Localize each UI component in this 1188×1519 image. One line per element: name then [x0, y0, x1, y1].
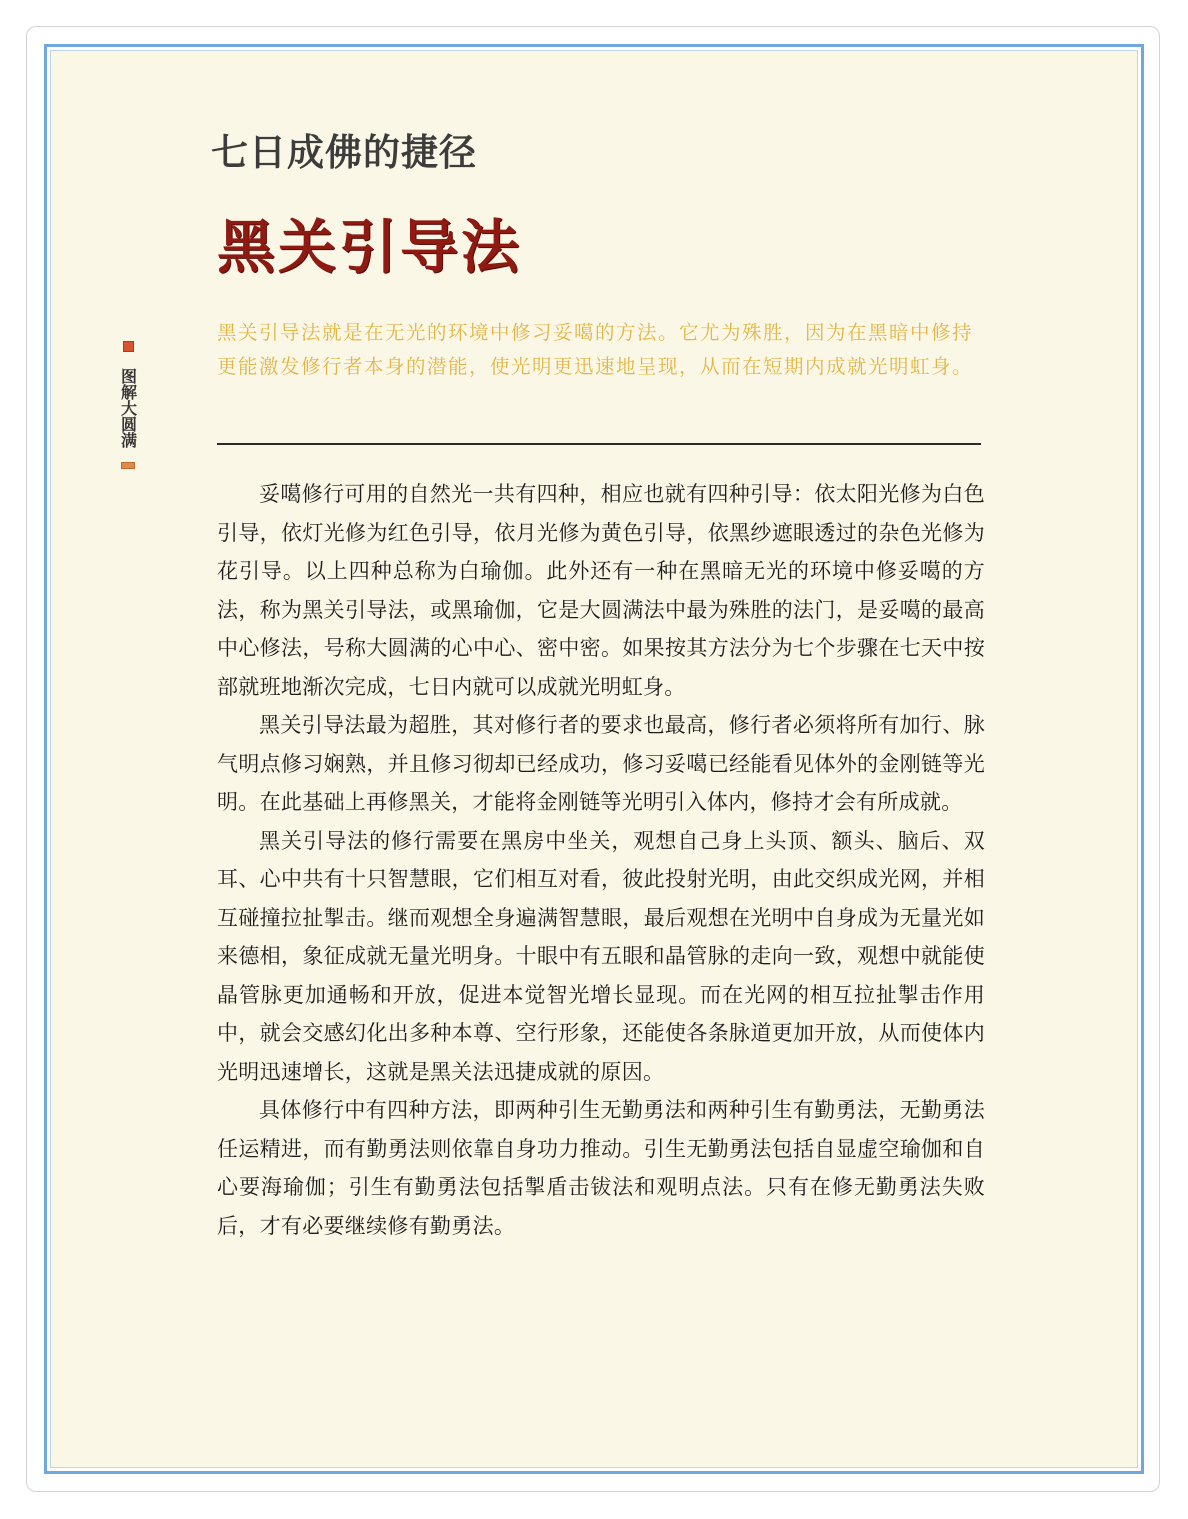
series-title: 七日成佛的捷径 [211, 131, 477, 174]
intro-summary: 黑关引导法就是在无光的环境中修习妥噶的方法。它尤为殊胜，因为在黑暗中修持更能激发修行者本身的潜能，使光明更迅速地呈现，从而在短期内成就光明虹身。 [217, 321, 974, 378]
body-text [217, 475, 985, 1245]
body-paragraph: 黑关引导法最为超胜，其对修行者的要求也最高，修行者必须将所有加行、脉气明点修习娴熟，并且修习彻却已经成功，修习妥噶已经能看见体外的金刚链等光明。在此基础上再修黑关，才能将金刚链等光明引入体内，修持才会有所成就。 [217, 713, 985, 814]
side-tab-label: 图解大圆满 [118, 368, 138, 448]
tab-marker-icon [123, 341, 134, 352]
body-paragraph: 妥噶修行可用的自然光一共有四种，相应也就有四种引导：依太阳光修为白色引导，依灯光修为红色引导，依月光修为黄色引导，依黑纱遮眼透过的杂色光修为花引导。以上四种总称为白瑜伽。此外还有一种在黑暗无光的环境中修妥噶的方法，称为黑关引导法，或黑瑜伽，它是大圆满法中最为殊胜的法门，是妥噶的最高中心修法，号称大圆满的心中心、密中密。如果按其方法分为七个步骤在七天中按部就班地渐次完成，七日内就可以成就光明虹身。 [217, 482, 985, 699]
body-paragraph: 具体修行中有四种方法，即两种引生无勤勇法和两种引生有勤勇法，无勤勇法任运精进，而有勤勇法则依靠自身功力推动。引生无勤勇法包括自显虚空瑜伽和自心要海瑜伽；引生有勤勇法包括掣盾击钹法和观明点法。只有在修无勤勇法失败后，才有必要继续修有勤勇法。 [217, 1098, 985, 1238]
chapter-title: 黑关引导法 [217, 213, 523, 281]
book-page [51, 51, 1137, 1467]
tab-marker-icon [121, 462, 135, 469]
section-divider [217, 443, 981, 445]
body-paragraph: 黑关引导法的修行需要在黑房中坐关，观想自己身上头顶、额头、脑后、双耳、心中共有十只智慧眼，它们相互对看，彼此投射光明，由此交织成光网，并相互碰撞拉扯掣击。继而观想全身遍满智慧眼，最后观想在光明中自身成为无量光如来德相，象征成就无量光明身。十眼中有五眼和晶管脉的走向一致，观想中就能使晶管脉更加通畅和开放，促进本觉智光增长显现。而在光网的相互拉扯掣击作用中，就会交感幻化出多种本尊、空行形象，还能使各条脉道更加开放，从而使体内光明迅速增长，这就是黑关法迅捷成就的原因。 [217, 828, 985, 1084]
side-tab [117, 341, 139, 469]
